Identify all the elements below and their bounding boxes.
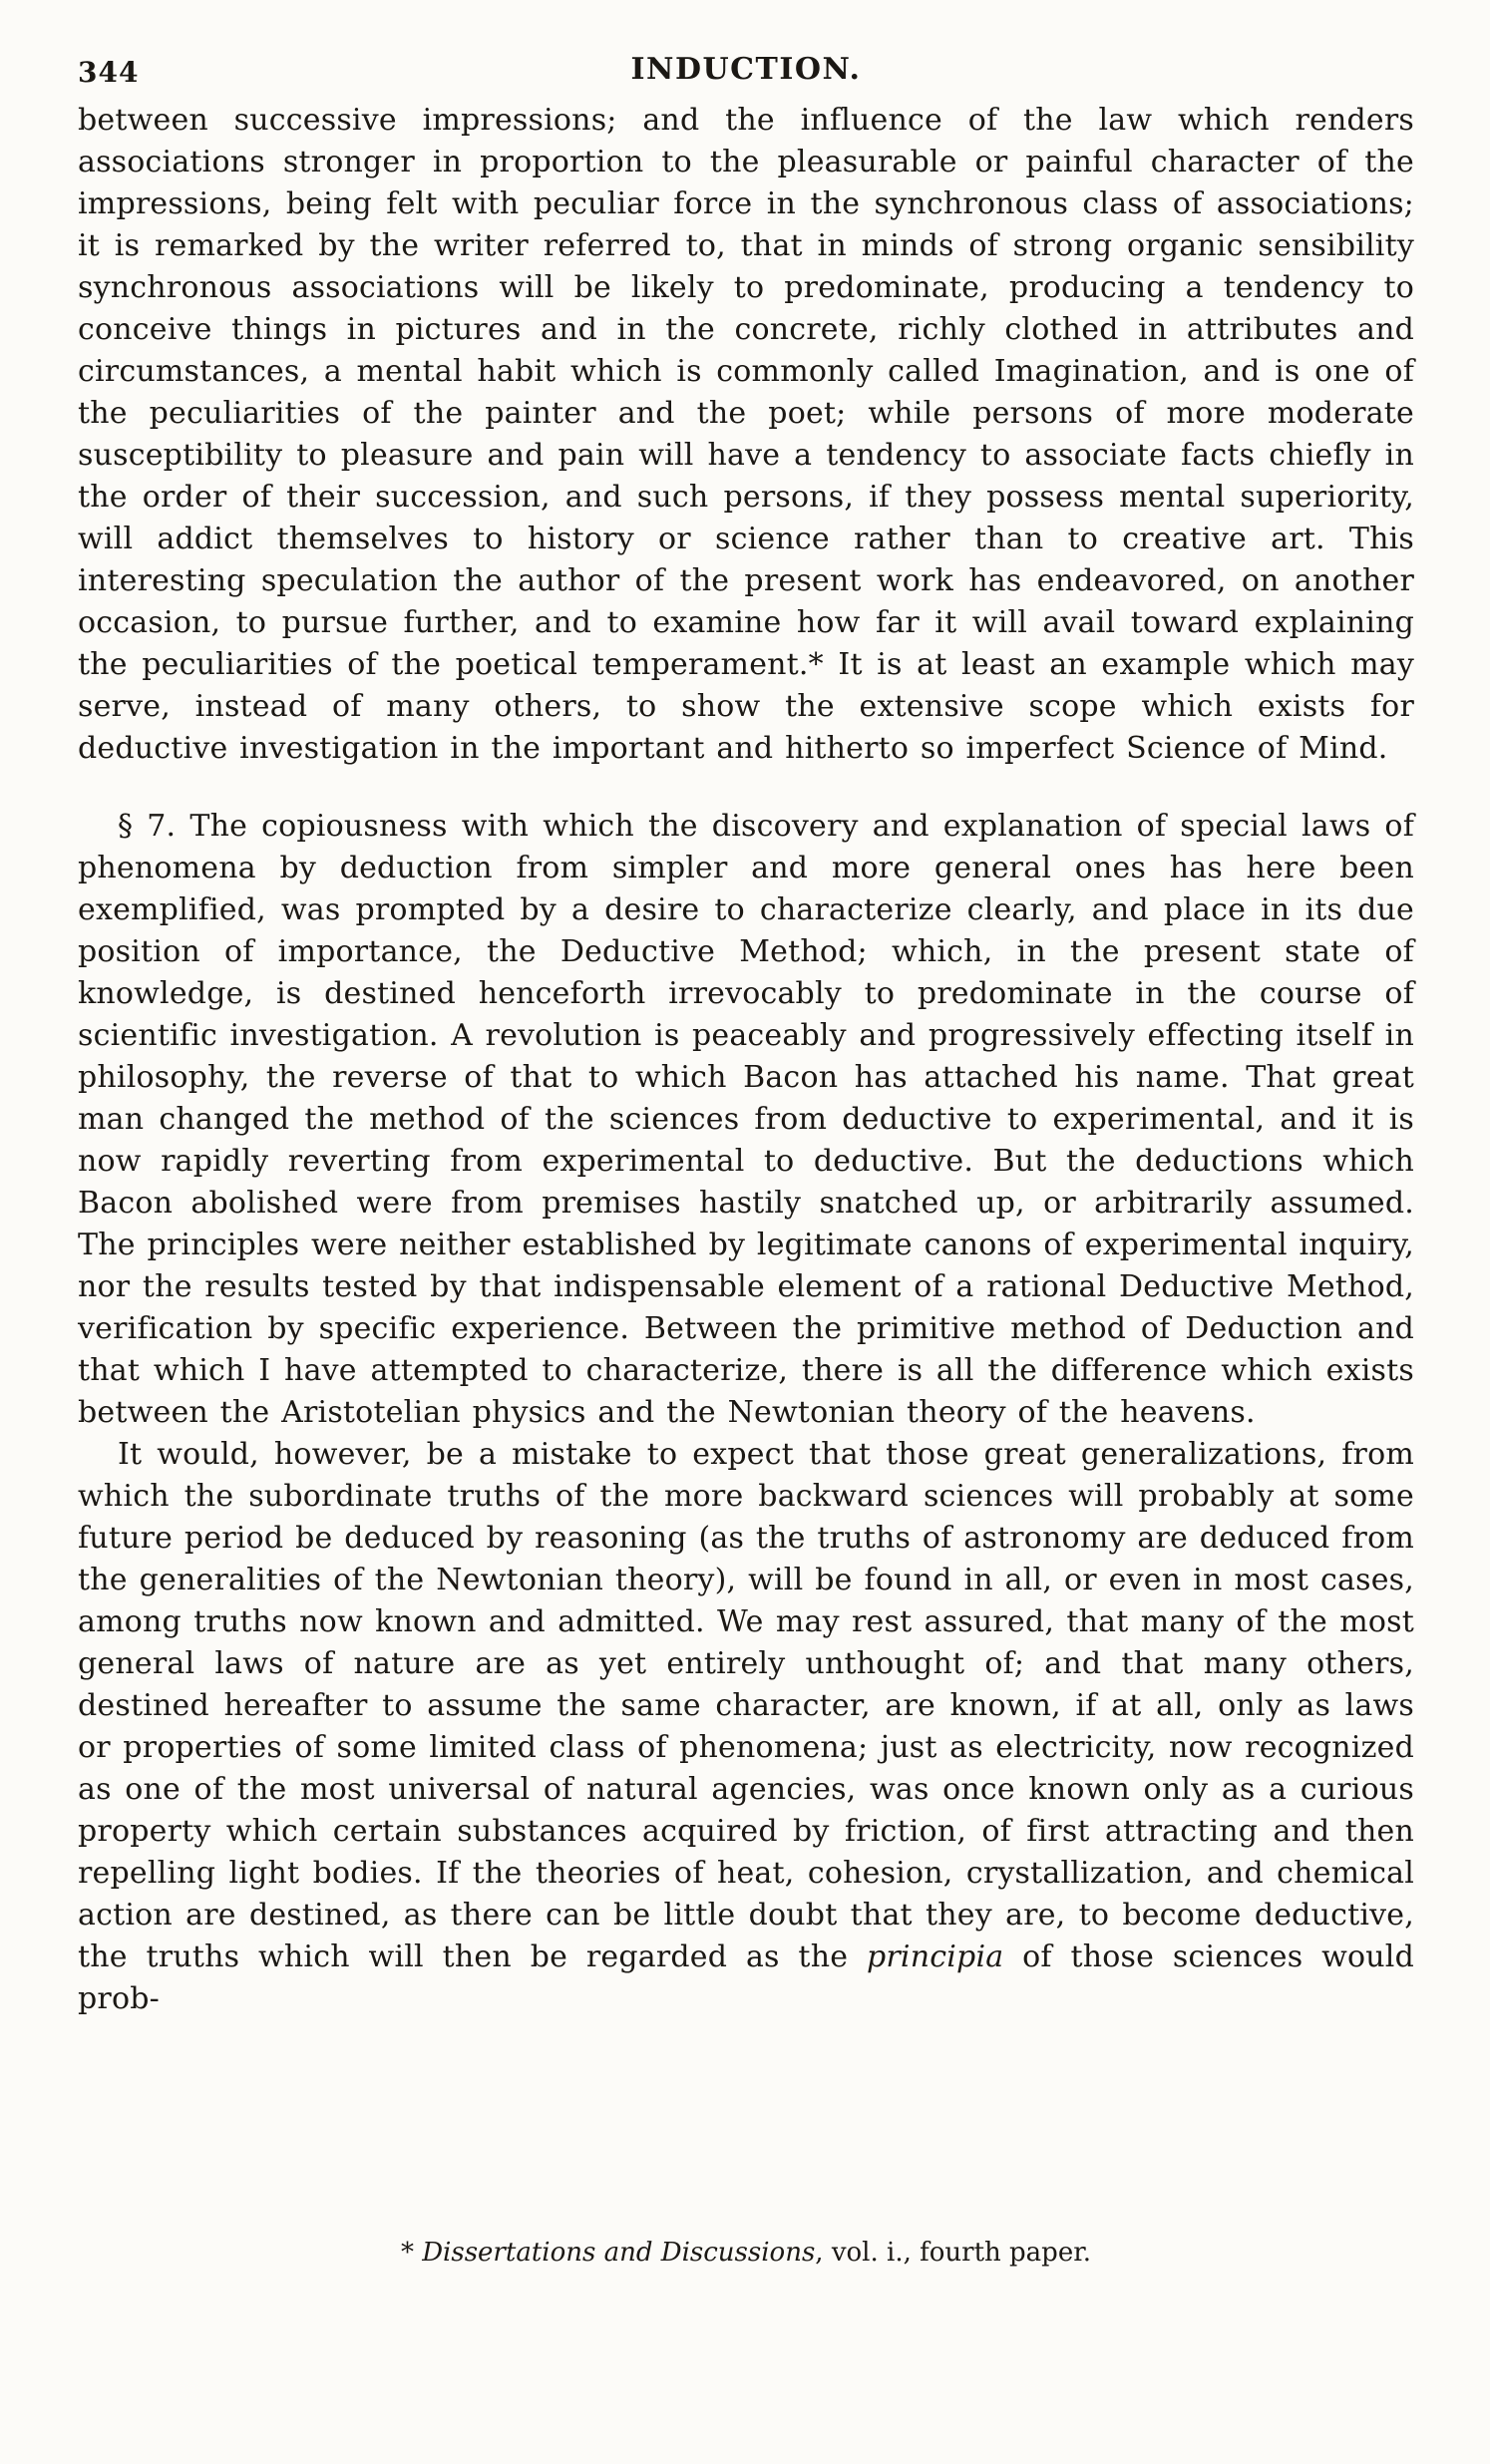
body-paragraph-2: § 7. The copiousness with which the discovery and explanation of special laws of phenomena by deduction from simpler and more general ones has here been exemplified, was prompted by a desire to characterize clearly, and place in its due position of importance, the Deductive Method; which, in the present state of knowledge, is destined henceforth irrevocably to predominate in the course of scientific investigation. A revolution is peaceably and progressively effecting itself in philosophy, the reverse of that to which Bacon has attached his name. That great man changed the method of the sciences from deductive to experimental, and it is now rapidly reverting from experimental to deductive. But the deductions which Bacon abolished were from premises hastily snatched up, or arbitrarily assumed. The principles were neither established by legitimate canons of experimental inquiry, nor the results tested by that indispensable element of a rational Deductive Method, verification by specific experience. Between the primitive method of Deduction and that which I have attempted to characterize, there is all the difference which exists between the Aristotelian physics and the Newtonian theory of the heavens. <box>78 809 1414 1430</box>
page-header <box>78 52 1414 92</box>
footnote-work-title: Dissertations and Discussions <box>422 2238 816 2268</box>
footnote-marker: * <box>400 2238 423 2268</box>
body-paragraph-1: between successive impressions; and the influence of the law which renders associations stronger in proportion to the pleasurable or painful character of the impressions, being felt with peculiar force in the synchronous class of associations; it is remarked by the writer referred to, that in minds of strong organic sensibility synchronous associations will be likely to predominate, producing a tendency to conceive things in pictures and in the concrete, richly clothed in attributes and circumstances, a mental habit which is commonly called Imagination, and is one of the peculiarities of the painter and the poet; while persons of more moderate susceptibility to pleasure and pain will have a tendency to associate facts chiefly in the order of their succession, and such persons, if they possess mental superiority, will addict themselves to history or science rather than to creative art. This interesting speculation the author of the present work has endeavored, on another occasion, to pursue further, and to examine how far it will avail toward explaining the peculiarities of the poetical temperament.* It is at least an example which may serve, instead of many others, to show the extensive scope which exists for deductive investigation in the important and hitherto so imperfect Science of Mind. <box>78 103 1414 766</box>
latin-term-italic: principia <box>866 1939 1004 1974</box>
paragraph-3-text-end: of those sciences would prob- <box>78 1939 1414 2016</box>
text-block <box>78 100 1414 2020</box>
page-number: 344 <box>78 56 140 89</box>
footnote-citation-rest: , vol. i., fourth paper. <box>815 2238 1092 2268</box>
paragraph-3-text-start: It would, however, be a mistake to expect that those great generalizations, from which the subordinate truths of the more backward sciences will probably at some future period be deduced by reasoning (as the truths of astronomy are deduced from the generalities of the Newtonian theory), will be found in all, or even in most cases, among truths now known and admitted. We may rest assured, that many of the most general laws of nature are as yet entirely unthought of; and that many others, destined hereafter to assume the same character, are known, if at all, only as laws or properties of some limited class of phenomena; just as electricity, now recognized as one of the most universal of natural agencies, was once known only as a curious property which certain substances acquired by friction, of first attracting and then repelling light bodies. If the theories of heat, cohesion, crystallization, and chemical action are destined, as there can be little doubt that they are, to become deductive, the truths which will then be regarded as the <box>78 1437 1414 1974</box>
running-head: INDUCTION. <box>630 52 862 87</box>
footnote <box>78 2236 1414 2270</box>
body-paragraph-3 <box>78 1434 1414 2020</box>
